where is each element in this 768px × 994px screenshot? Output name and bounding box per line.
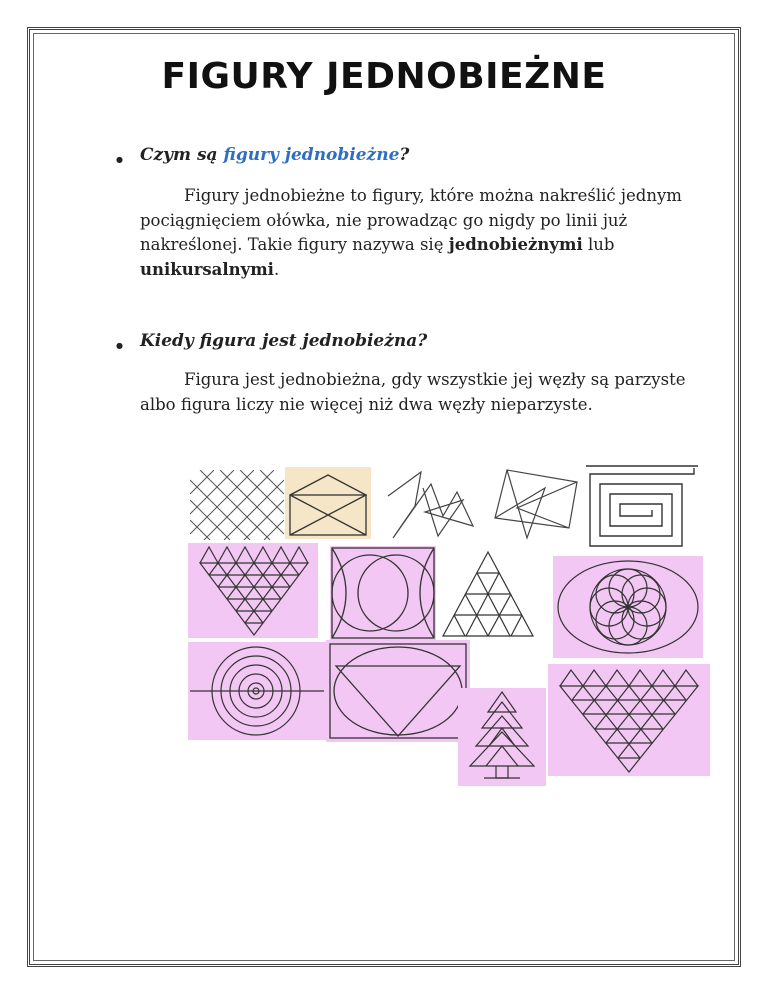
envelope-figure bbox=[285, 467, 371, 539]
term-unikursalne: unikursalnymi bbox=[140, 259, 274, 279]
question-1 bbox=[140, 145, 409, 165]
concentric-circles-figure bbox=[188, 642, 326, 740]
star-scribble-figure bbox=[383, 466, 478, 540]
paragraph-1-connector: lub bbox=[582, 235, 615, 254]
paragraph-2 bbox=[140, 368, 700, 417]
flower-oval-figure bbox=[553, 556, 703, 658]
question-1-suffix: ? bbox=[399, 145, 410, 165]
bullet-icon: ● bbox=[116, 155, 123, 164]
question-2: Kiedy figura jest jednobieżna? bbox=[140, 331, 428, 351]
bullet-icon: ● bbox=[116, 341, 123, 350]
lattice-figure bbox=[190, 470, 284, 540]
ellipse-triangle-figure bbox=[326, 640, 470, 742]
question-1-highlight: figury jednobieżne bbox=[223, 145, 400, 165]
paragraph-1-text: Figury jednobieżne to figury, które można nakreślić jednym pociągnięciem ołówka, nie prowadząc go nigdy po linii już nakreślonej. Takie figury nazywa się bbox=[140, 186, 682, 254]
crescent-figure bbox=[330, 546, 436, 640]
spiral-square-figure bbox=[582, 462, 698, 550]
christmas-tree-figure bbox=[458, 688, 546, 786]
inverted-triangle-figure bbox=[548, 664, 710, 776]
page-title: FIGURY JEDNOBIEŻNE bbox=[161, 56, 607, 97]
triangle-grid-figure bbox=[437, 548, 539, 640]
polygon-scribble-figure bbox=[487, 468, 582, 540]
paragraph-1 bbox=[140, 184, 700, 282]
question-1-prefix: Czym są bbox=[140, 145, 224, 165]
term-jednobiezne: jednobieżnymi bbox=[448, 235, 583, 254]
triangle-stack-figure bbox=[188, 543, 318, 638]
paragraph-2-text: Figura jest jednobieżna, gdy wszystkie jej węzły są parzyste albo figura liczy nie więcej niż dwa węzły nieparzyste. bbox=[140, 370, 686, 414]
paragraph-1-end: . bbox=[273, 259, 280, 279]
